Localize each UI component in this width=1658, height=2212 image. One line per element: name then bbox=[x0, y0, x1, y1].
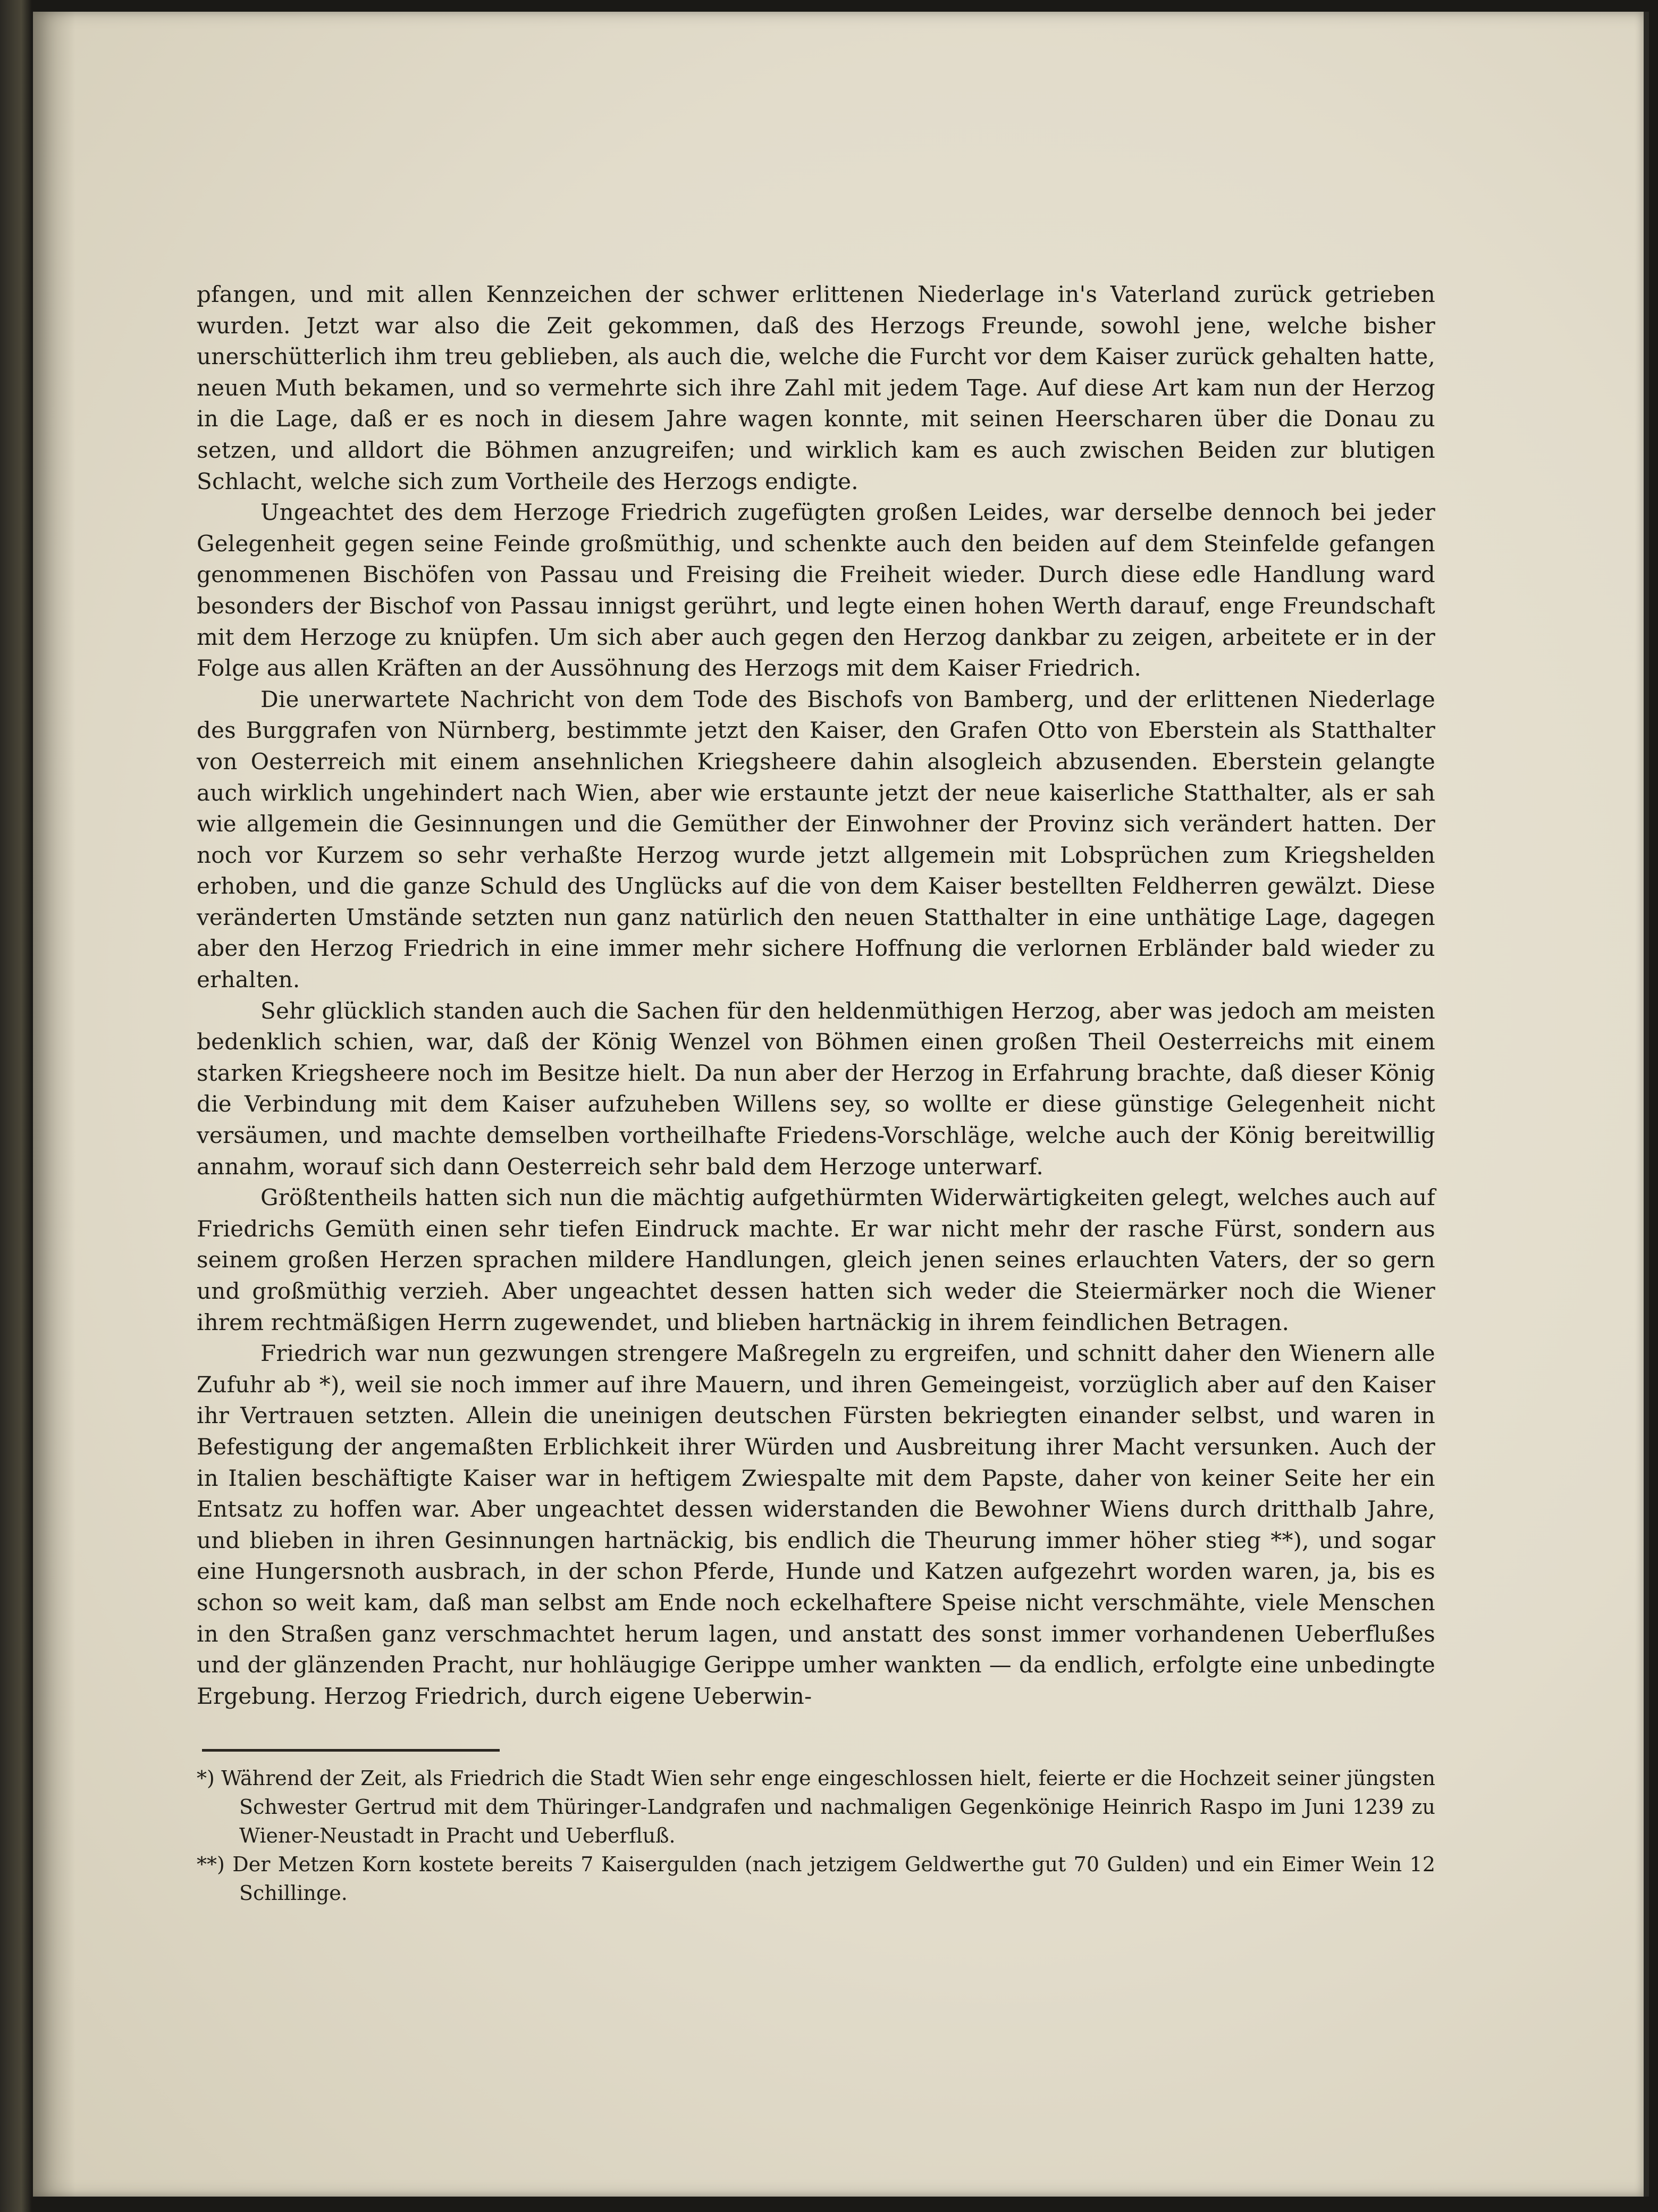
paragraph-5: Größtentheils hatten sich nun die mächtig aufgethürmten Widerwärtigkeiten gelegt, welches auch auf Friedrichs Gemüth einen sehr tiefen Eindruck machte. Er war nicht mehr der rasche Fürst, sondern aus seinem großen Herzen sprachen mildere Handlungen, gleich jenen seines erlauchten Vaters, der so gern und großmüthig verzieh. Aber ungeachtet dessen hatten sich weder die Steiermärker noch die Wiener ihrem rechtmäßigen Herrn zugewendet, und blieben hartnäckig in ihrem feindlichen Betragen. bbox=[197, 1184, 1435, 1335]
paragraph-3: Die unerwartete Nachricht von dem Tode des Bischofs von Bamberg, und der erlittenen Niederlage des Burggrafen von Nürnberg, bestimmte jetzt den Kaiser, den Grafen Otto von Eberstein als Statthalter von Oesterreich mit einem ansehnlichen Kriegsheere dahin alsogleich abzusenden. Eberstein gelangte auch wirklich ungehindert nach Wien, aber wie erstaunte jetzt der neue kaiserliche Statthalter, als er sah wie allgemein die Gesinnungen und die Gemüther der Einwohner der Provinz sich verändert hatten. Der noch vor Kurzem so sehr verhaßte Herzog wurde jetzt allgemein mit Lobsprüchen zum Kriegshelden erhoben, und die ganze Schuld des Unglücks auf die von dem Kaiser bestellten Feldherren gewälzt. Diese veränderten Umstände setzten nun ganz natürlich den neuen Statthalter in eine unthätige Lage, dagegen aber den Herzog Friedrich in eine immer mehr sichere Hoffnung die verlornen Erbländer bald wieder zu erhalten. bbox=[197, 686, 1435, 993]
footnotes bbox=[197, 1764, 1435, 1907]
paragraph-1: pfangen, und mit allen Kennzeichen der schwer erlittenen Niederlage in's Vaterland zurück getrieben wurden. Jetzt war also die Zeit gekommen, daß des Herzogs Freunde, sowohl jene, welche bisher unerschütterlich ihm treu geblieben, als auch die, welche die Furcht vor dem Kaiser zurück gehalten hatte, neuen Muth bekamen, und so vermehrte sich ihre Zahl mit jedem Tage. Auf diese Art kam nun der Herzog in die Lage, daß er es noch in diesem Jahre wagen konnte, mit seinen Heerscharen über die Donau zu setzen, und alldort die Böhmen anzugreifen; und wirklich kam es auch zwischen Beiden zur blutigen Schlacht, welche sich zum Vortheile des Herzogs endigte. bbox=[197, 281, 1435, 494]
binding-shadow bbox=[33, 12, 75, 2197]
body-text bbox=[197, 279, 1435, 1712]
paragraph-6: Friedrich war nun gezwungen strengere Maßregeln zu ergreifen, und schnitt daher den Wienern alle Zufuhr ab *), weil sie noch immer auf ihre Mauern, und ihren Gemeingeist, vorzüglich aber auf den Kaiser ihr Vertrauen setzten. Allein die uneinigen deutschen Fürsten bekriegten einander selbst, und waren in Befestigung der angemaßten Erblichkeit ihrer Würden und Ausbreitung ihrer Macht versunken. Auch der in Italien beschäftigte Kaiser war in heftigem Zwiespalte mit dem Papste, daher von keiner Seite her ein Entsatz zu hoffen war. Aber ungeachtet dessen widerstanden die Bewohner Wiens durch dritthalb Jahre, und blieben in ihren Gesinnungen hartnäckig, bis endlich die Theurung immer höher stieg **), und sogar eine Hungersnoth ausbrach, in der schon Pferde, Hunde und Katzen aufgezehrt worden waren, ja, bis es schon so weit kam, daß man selbst am Ende noch eckelhaftere Speise nicht verschmähte, viele Menschen in den Straßen ganz verschmachtet herum lagen, und anstatt des sonst immer vorhandenen Ueberflußes und der glänzenden Pracht, nur hohläugige Gerippe umher wankten — da endlich, erfolgte eine unbedingte Ergebung. Herzog Friedrich, durch eigene Ueberwin- bbox=[197, 1340, 1435, 1709]
paragraph-2: Ungeachtet des dem Herzoge Friedrich zugefügten großen Leides, war derselbe dennoch bei jeder Gelegenheit gegen seine Feinde großmüthig, und schenkte auch den beiden auf dem Steinfelde gefangen genommenen Bischöfen von Passau und Freising die Freiheit wieder. Durch diese edle Handlung ward besonders der Bischof von Passau innigst gerührt, und legte einen hohen Werth darauf, enge Freundschaft mit dem Herzoge zu knüpfen. Um sich aber auch gegen den Herzog dankbar zu zeigen, arbeitete er in der Folge aus allen Kräften an der Aussöhnung des Herzogs mit dem Kaiser Friedrich. bbox=[197, 499, 1435, 682]
footnote-separator bbox=[202, 1749, 500, 1752]
footnote-2: **) Der Metzen Korn kostete bereits 7 Kaisergulden (nach jetzigem Geldwerthe gut 70 Gulden) und ein Eimer Wein 12 Schillinge. bbox=[197, 1853, 1435, 1905]
footnote-1: *) Während der Zeit, als Friedrich die Stadt Wien sehr enge eingeschlossen hielt, feierte er die Hochzeit seiner jüngsten Schwester Gertrud mit dem Thüringer-Landgrafen und nachmaligen Gegenkönige Heinrich Raspo im Juni 1239 zu Wiener-Neustadt in Pracht und Ueberfluß. bbox=[197, 1767, 1435, 1847]
paragraph-4: Sehr glücklich standen auch die Sachen für den heldenmüthigen Herzog, aber was jedoch am meisten bedenklich schien, war, daß der König Wenzel von Böhmen einen großen Theil Oesterreichs mit einem starken Kriegsheere noch im Besitze hielt. Da nun aber der Herzog in Erfahrung brachte, daß dieser König die Verbindung mit dem Kaiser aufzuheben Willens sey, so wollte er diese günstige Gelegenheit nicht versäumen, und machte demselben vortheilhafte Friedens-Vorschläge, welche auch der König bereitwillig annahm, worauf sich dann Oesterreich sehr bald dem Herzoge unterwarf. bbox=[197, 997, 1435, 1180]
